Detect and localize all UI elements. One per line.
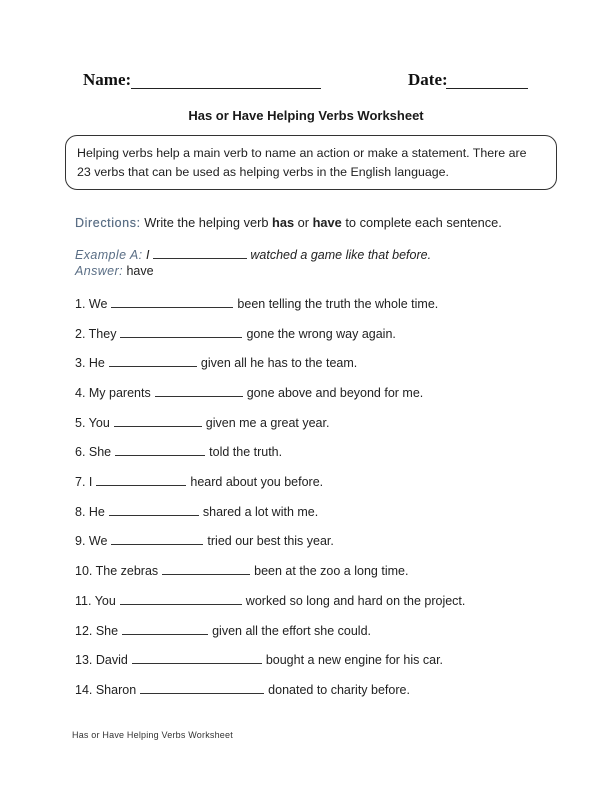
question-suffix: bought a new engine for his car. (265, 653, 444, 667)
answer-blank[interactable] (132, 651, 262, 664)
question-suffix: heard about you before. (190, 475, 324, 489)
example-subject: I (145, 248, 150, 262)
answer-blank[interactable] (120, 325, 242, 338)
directions-word-has: has (272, 215, 295, 230)
answer-blank[interactable] (162, 562, 250, 575)
info-line-2: 23 verbs that can be used as helping verbs in the English language. (77, 165, 449, 179)
question-prefix: 12. She (75, 624, 119, 638)
directions-text-after: to complete each sentence. (345, 215, 502, 230)
answer-blank[interactable] (109, 354, 197, 367)
example-answer (75, 264, 154, 278)
question-8 (75, 503, 318, 519)
name-label: Name: (83, 70, 132, 89)
question-4 (75, 384, 423, 400)
directions-word-have: have (312, 215, 342, 230)
answer-blank[interactable] (140, 681, 264, 694)
question-5 (75, 414, 329, 430)
info-box (65, 135, 557, 190)
question-prefix: 3. He (75, 356, 105, 370)
worksheet-title: Has or Have Helping Verbs Worksheet (188, 108, 424, 123)
answer-value: have (126, 264, 154, 278)
question-2 (75, 325, 396, 341)
example-blank (153, 246, 247, 259)
question-prefix: 9. We (75, 534, 108, 548)
header (0, 70, 612, 92)
question-suffix: given all he has to the team. (200, 356, 358, 370)
question-prefix: 11. You (75, 594, 116, 608)
directions-text-before: Write the helping verb (144, 215, 269, 230)
date-label: Date: (408, 70, 448, 89)
answer-blank[interactable] (111, 532, 203, 545)
question-suffix: worked so long and hard on the project. (245, 594, 466, 608)
question-9 (75, 532, 334, 548)
question-3 (75, 354, 357, 370)
question-suffix: tried our best this year. (207, 534, 334, 548)
date-field[interactable] (446, 88, 528, 89)
question-11 (75, 592, 465, 608)
answer-blank[interactable] (122, 622, 208, 635)
directions (75, 215, 502, 230)
question-prefix: 5. You (75, 416, 110, 430)
answer-blank[interactable] (114, 414, 202, 427)
answer-blank[interactable] (109, 503, 199, 516)
question-prefix: 4. My parents (75, 386, 151, 400)
question-14 (75, 681, 410, 697)
question-suffix: been telling the truth the whole time. (237, 297, 439, 311)
question-prefix: 1. We (75, 297, 108, 311)
question-suffix: gone the wrong way again. (246, 327, 396, 341)
answer-blank[interactable] (96, 473, 186, 486)
answer-blank[interactable] (111, 295, 233, 308)
answer-label: Answer: (75, 264, 123, 278)
question-prefix: 2. They (75, 327, 117, 341)
question-suffix: given all the effort she could. (212, 624, 371, 638)
directions-label: Directions: (75, 216, 141, 230)
example-a (75, 246, 431, 262)
question-suffix: told the truth. (209, 445, 283, 459)
question-suffix: been at the zoo a long time. (254, 564, 409, 578)
answer-blank[interactable] (115, 443, 205, 456)
question-prefix: 10. The zebras (75, 564, 159, 578)
question-suffix: given me a great year. (205, 416, 330, 430)
info-line-1: Helping verbs help a main verb to name an action or make a statement. There are (77, 146, 527, 160)
question-13 (75, 651, 443, 667)
question-suffix: donated to charity before. (268, 683, 410, 697)
question-prefix: 13. David (75, 653, 128, 667)
question-prefix: 7. I (75, 475, 93, 489)
directions-or: or (297, 215, 310, 230)
question-suffix: gone above and beyond for me. (246, 386, 424, 400)
answer-blank[interactable] (155, 384, 243, 397)
question-7 (75, 473, 323, 489)
answer-blank[interactable] (120, 592, 242, 605)
question-prefix: 6. She (75, 445, 112, 459)
question-prefix: 8. He (75, 505, 105, 519)
question-1 (75, 295, 438, 311)
question-12 (75, 622, 371, 638)
question-10 (75, 562, 408, 578)
example-label: Example A: (75, 248, 143, 262)
footer: Has or Have Helping Verbs Worksheet (72, 730, 233, 740)
question-suffix: shared a lot with me. (202, 505, 319, 519)
example-sentence: watched a game like that before. (250, 248, 432, 262)
question-prefix: 14. Sharon (75, 683, 137, 697)
question-6 (75, 443, 282, 459)
name-field[interactable] (131, 88, 321, 89)
